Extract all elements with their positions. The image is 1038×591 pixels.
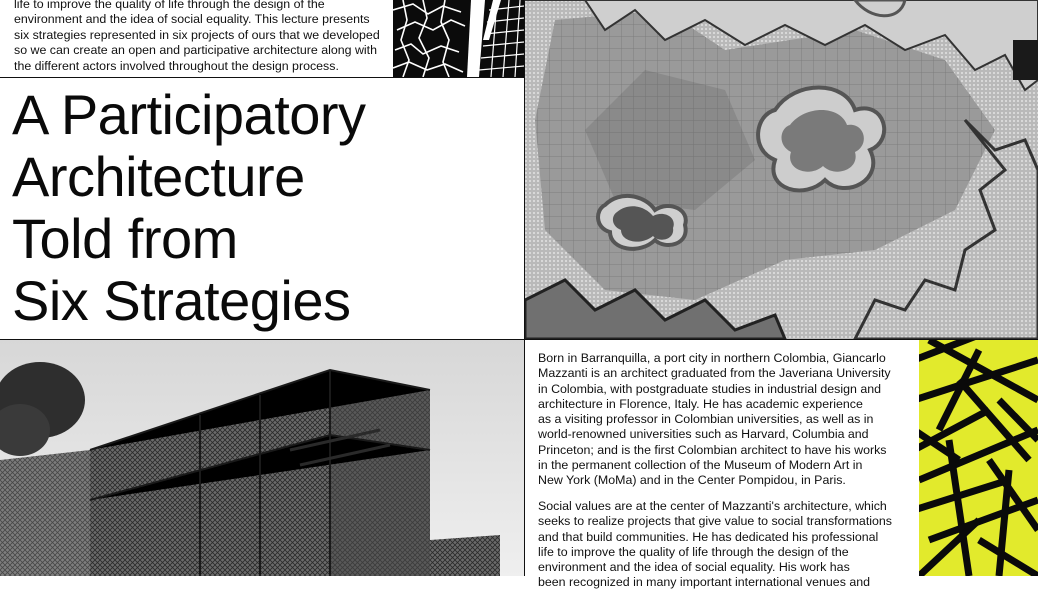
- bio-paragraph-2: [538, 499, 910, 591]
- bio-line: Mazzanti is an architect graduated from the Javeriana University: [538, 366, 891, 381]
- yellow-pattern-image: [919, 340, 1038, 576]
- bio-line: Social values are at the center of Mazzanti's architecture, which: [538, 499, 887, 513]
- title-line: A Participatory: [12, 83, 366, 146]
- aerial-courtyard-photo: [525, 0, 1038, 339]
- mesh-facade-building-photo: [0, 340, 524, 576]
- title-line: Six Strategies: [12, 269, 351, 332]
- bio-line: environment and the idea of social equality. His work has: [538, 560, 850, 575]
- bio-line: in Colombia, with postgraduate studies in industrial design and: [538, 381, 882, 396]
- page-title: [12, 84, 512, 332]
- bio-line: and that build communities. He has dedicated his professional: [538, 529, 879, 544]
- bio-line: Born in Barranquilla, a port city in northern Colombia, Giancarlo: [538, 351, 886, 365]
- intro-paragraph: [14, 0, 386, 74]
- title-line: Told from: [12, 207, 238, 270]
- map-pattern-image: [393, 0, 524, 77]
- rule-top: [0, 77, 525, 78]
- bio-line: as a visiting professor in Colombian universities, as well as in: [538, 412, 874, 427]
- bio-line: Princeton; and is the first Colombian architect to have his works: [538, 442, 887, 457]
- intro-line: environment and the idea of social equality. This lecture presents: [14, 12, 370, 27]
- bio-line: world-renowned universities such as Harvard, Columbia and: [538, 427, 869, 442]
- intro-line: the different actors involved throughout the design process.: [14, 58, 339, 73]
- intro-line: life to improve the quality of life through the design of the: [14, 0, 325, 11]
- intro-line: six strategies represented in six projects of ours that we developed: [14, 27, 380, 42]
- bio-line: been recognized in many important international venues and: [538, 575, 871, 590]
- bio-line: in the permanent collection of the Museum of Modern Art in: [538, 458, 863, 473]
- bio-line: architecture in Florence, Italy. He has academic experience: [538, 396, 863, 411]
- intro-line: so we can create an open and participative architecture along with: [14, 43, 377, 58]
- bio-paragraph-1: [538, 351, 910, 489]
- bio-line: seeks to realize projects that give value to social transformations: [538, 514, 892, 529]
- title-line: Architecture: [12, 145, 305, 208]
- bio-line: New York (MoMa) and in the Center Pompidou, in Paris.: [538, 473, 846, 488]
- bio-line: life to improve the quality of life through the design of the: [538, 544, 849, 559]
